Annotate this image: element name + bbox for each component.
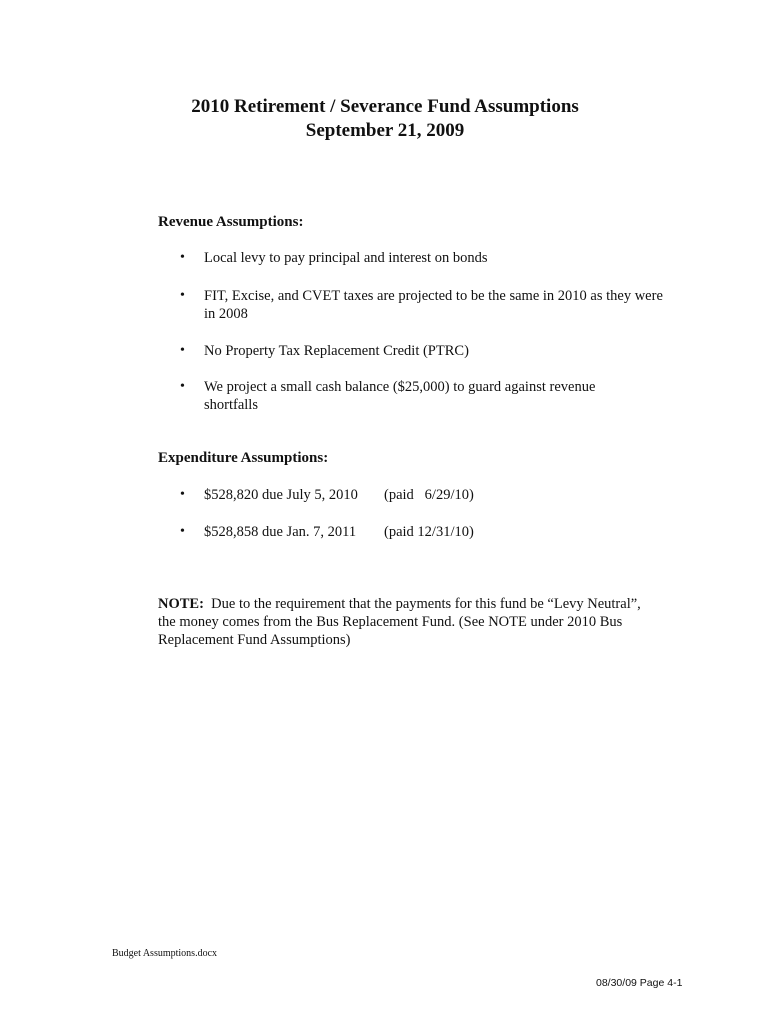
revenue-item-text: FIT, Excise, and CVET taxes are projected to be the same in 2010 as they were in 2008	[204, 288, 663, 322]
bullet-icon: •	[180, 250, 185, 265]
expenditure-paid: (paid 6/29/10)	[384, 487, 474, 503]
bullet-icon: •	[180, 288, 185, 303]
expenditure-amount: $528,858 due Jan. 7, 2011	[204, 524, 357, 540]
bullet-icon: •	[180, 487, 185, 502]
note-paragraph	[158, 595, 658, 649]
bullet-icon: •	[180, 343, 185, 358]
document-date: September 21, 2009	[305, 120, 465, 141]
revenue-item-text: We project a small cash balance ($25,000) to guard against revenue shortfalls	[204, 379, 596, 413]
expenditure-amount: $528,820 due July 5, 2010	[204, 487, 358, 503]
note-label: NOTE:	[158, 596, 204, 612]
revenue-item-text: Local levy to pay principal and interest on bonds	[204, 250, 488, 266]
footer-filename: Budget Assumptions.docx	[112, 948, 218, 959]
bullet-icon: •	[180, 524, 185, 539]
footer-page-number: 08/30/09 Page 4-1	[596, 977, 683, 989]
revenue-heading: Revenue Assumptions:	[158, 214, 304, 230]
document-title: 2010 Retirement / Severance Fund Assumptions	[191, 96, 579, 117]
note-text: Due to the requirement that the payments for this fund be “Levy Neutral”, the money comes from the Bus Replacement Fund. (See NOTE under 2010 Bus Replacement Fund Assumptions)	[158, 596, 641, 648]
expenditure-paid: (paid 12/31/10)	[384, 524, 474, 540]
revenue-item-text: No Property Tax Replacement Credit (PTRC)	[204, 343, 469, 359]
bullet-icon: •	[180, 379, 185, 394]
expenditure-heading: Expenditure Assumptions:	[158, 450, 329, 466]
